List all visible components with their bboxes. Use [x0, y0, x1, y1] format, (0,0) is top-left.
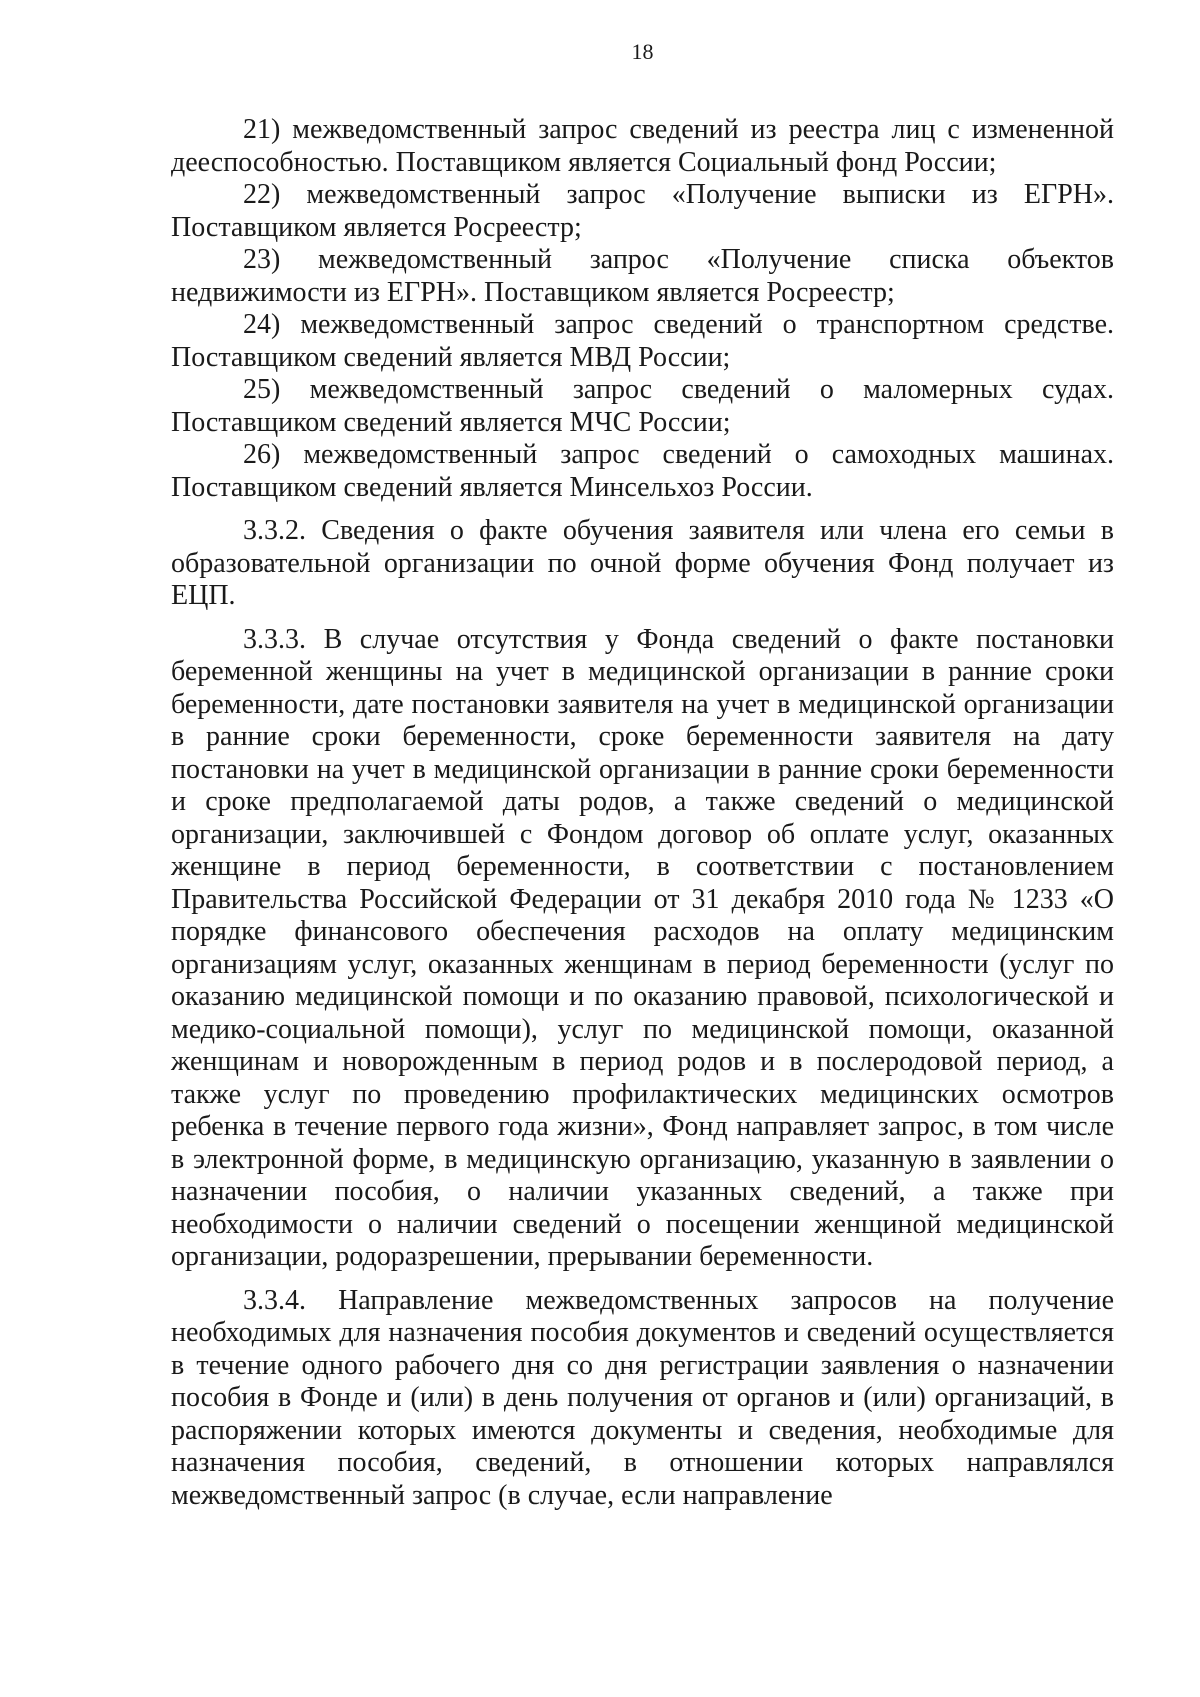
page-number: 18 [631, 39, 654, 64]
clause-3-3-2: 3.3.2. Сведения о факте обучения заявителя или члена его семьи в образовательной организации по очной форме обучения Фонд получает из ЕЦП. [171, 515, 1114, 611]
list-item-22: 22) межведомственный запрос «Получение выписки из ЕГРН». Поставщиком является Росреестр; [171, 179, 1114, 243]
document-body [171, 114, 1114, 1512]
list-item-21: 21) межведомственный запрос сведений из реестра лиц с измененной дееспособностью. Поставщиком является Социальный фонд России; [171, 114, 1114, 178]
list-item-24: 24) межведомственный запрос сведений о транспортном средстве. Поставщиком сведений является МВД России; [171, 309, 1114, 373]
clause-3-3-4: 3.3.4. Направление межведомственных запросов на получение необходимых для назначения пособия документов и сведений осуществляется в течение одного рабочего дня со дня регистрации заявления о назначении пособия в Фонде и (или) в день получения от органов и (или) организаций, в распоряжении которых имеются документы и сведения, необходимые для назначения пособия, сведений, в отношении которых направлялся межведомственный запрос (в случае, если направление [171, 1284, 1114, 1511]
list-item-23: 23) межведомственный запрос «Получение списка объектов недвижимости из ЕГРН». Поставщиком является Росреестр; [171, 244, 1114, 308]
clause-3-3-3: 3.3.3. В случае отсутствия у Фонда сведений о факте постановки беременной женщины на учет в медицинской организации в ранние сроки беременности, дате постановки заявителя на учет в медицинской организации в ранние сроки беременности, сроке беременности заявителя на дату постановки на учет в медицинской организации в ранние сроки беременности и сроке предполагаемой даты родов, а также сведений о медицинской организации, заключившей с Фондом договор об оплате услуг, оказанных женщине в период беременности, в соответствии с постановлением Правительства Российской Федерации от 31 декабря 2010 года № 1233 «О порядке финансового обеспечения расходов на оплату медицинским организациям услуг, оказанных женщинам в период беременности (услуг по оказанию медицинской помощи и по оказанию правовой, психологической и медико-социальной помощи), услуг по медицинской помощи, оказанной женщинам и новорожденным в период родов и в послеродовой период, а также услуг по проведению профилактических медицинских осмотров ребенка в течение первого года жизни», Фонд направляет запрос, в том числе в электронной форме, в медицинскую организацию, указанную в заявлении о назначении пособия, о наличии указанных сведений, а также при необходимости о наличии сведений о посещении женщиной медицинской организации, родоразрешении, прерывании беременности. [171, 623, 1114, 1272]
list-item-26: 26) межведомственный запрос сведений о самоходных машинах. Поставщиком сведений является Минсельхоз России. [171, 439, 1114, 503]
list-item-25: 25) межведомственный запрос сведений о маломерных судах. Поставщиком сведений является МЧС России; [171, 374, 1114, 438]
